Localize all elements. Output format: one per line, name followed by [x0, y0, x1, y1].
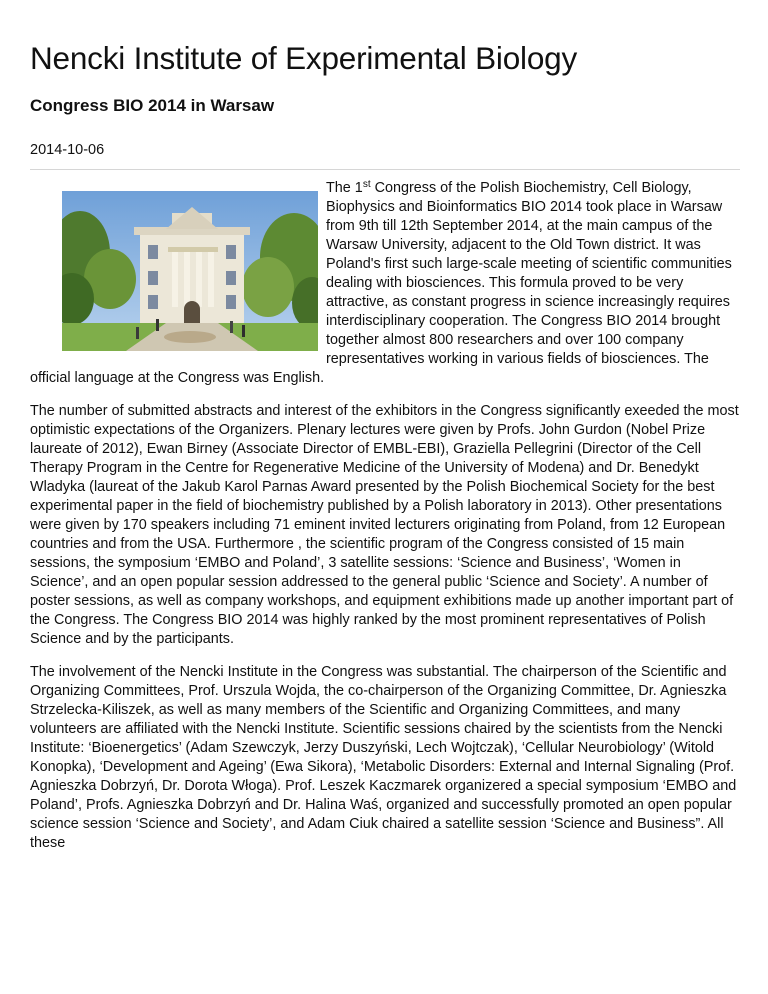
article-body [30, 179, 740, 853]
article-title[interactable]: Congress BIO 2014 in Warsaw [30, 96, 275, 115]
intro-start: The 1 [326, 180, 363, 196]
article-date: 2014-10-06 [30, 142, 105, 158]
divider [30, 169, 740, 170]
body-paragraph: The number of submitted abstracts and interest of the exhibitors in the Congress significantly exeeded the most optimistic expectations of the Organizers. Plenary lectures were given by Profs. John Gurdon (Nobel Prize laureate of 2012), Ewan Birney (Associate Director of EMBL-EBI), Graziella Pellegrini (Director of the Cell Therapy Program in the Centre for Regenerative Medicine of the University of Modena) and Dr. Benedykt Wladyka (laureat of the Jakub Karol Parnas Award presented by the Polish Biochemical Society for the best experimental paper in the field of biochemistry published by a Polish laboratory in 2013). Other presentations were given by 170 speakers including 71 eminent invited lecturers originating from Poland, from 12 European countries and from the USA. Furthermore , the scientific program of the Congress consisted of 15 main sessions, the symposium ‘EMBO and Poland’, 3 satellite sessions: ‘Science and Business’, ‘Women in Science’, and an open popular session addressed to the general public ‘Science and Society’. A number of poster sessions, as well as company workshops, and equipment exhibitions made up another important part of the Congress. The Congress BIO 2014 was highly ranked by the most prominent representatives of Polish Science and by the participants. [30, 403, 739, 647]
university-building-photo[interactable] [62, 191, 318, 351]
intro-rest: Congress of the Polish Biochemistry, Cell Biology, Biophysics and Bioinformatics BIO 2014 took place in Warsaw from 9th till 12th September 2014, at the main campus of the Warsaw University, adjacent to the Old Town district. It was Poland's first such large-scale meeting of scientific communities dealing with biosciences. This formula proved to be very attractive, as constant progress in science increasingly requires interdisciplinary cooperation. The Congress BIO 2014 brought together almost 800 researchers and over 100 company representatives working in various fields of biosciences. The official language at the Congress was English. [30, 180, 732, 386]
site-title[interactable]: Nencki Institute of Experimental Biology [30, 40, 578, 76]
ordinal-suffix: st [362, 179, 371, 190]
body-paragraph: The involvement of the Nencki Institute in the Congress was substantial. The chairperson of the Scientific and Organizing Committees, Prof. Urszula Wojda, the co-chairperson of the Organizing Committee, Dr. Agnieszka Strzelecka-Kiliszek, as well as many members of the Scientific and Organizing Committees, and many volunteers are affiliated with the Nencki Institute. Scientific sessions chaired by the scientists from the Nencki Institute: ‘Bioenergetics’ (Adam Szewczyk, Jerzy Duszyński, Lech Wojtczak), ‘Cellular Neurobiology’ (Witold Konopka), ‘Development and Ageing’ (Ewa Sikora), ‘Metabolic Disorders: External and Internal Signaling (Prof. Agnieszka Dobrzyń, Dr. Dorota Włoga). Prof. Leszek Kaczmarek organizered a special symposium ‘EMBO and Poland’, Profs. Agnieszka Dobrzyń and Dr. Halina Waś, organized and successfully promoted an open popular science session ‘Science and Society’, and Adam Ciuk chaired a satellite session ‘Science and Business”. All these [30, 664, 737, 851]
